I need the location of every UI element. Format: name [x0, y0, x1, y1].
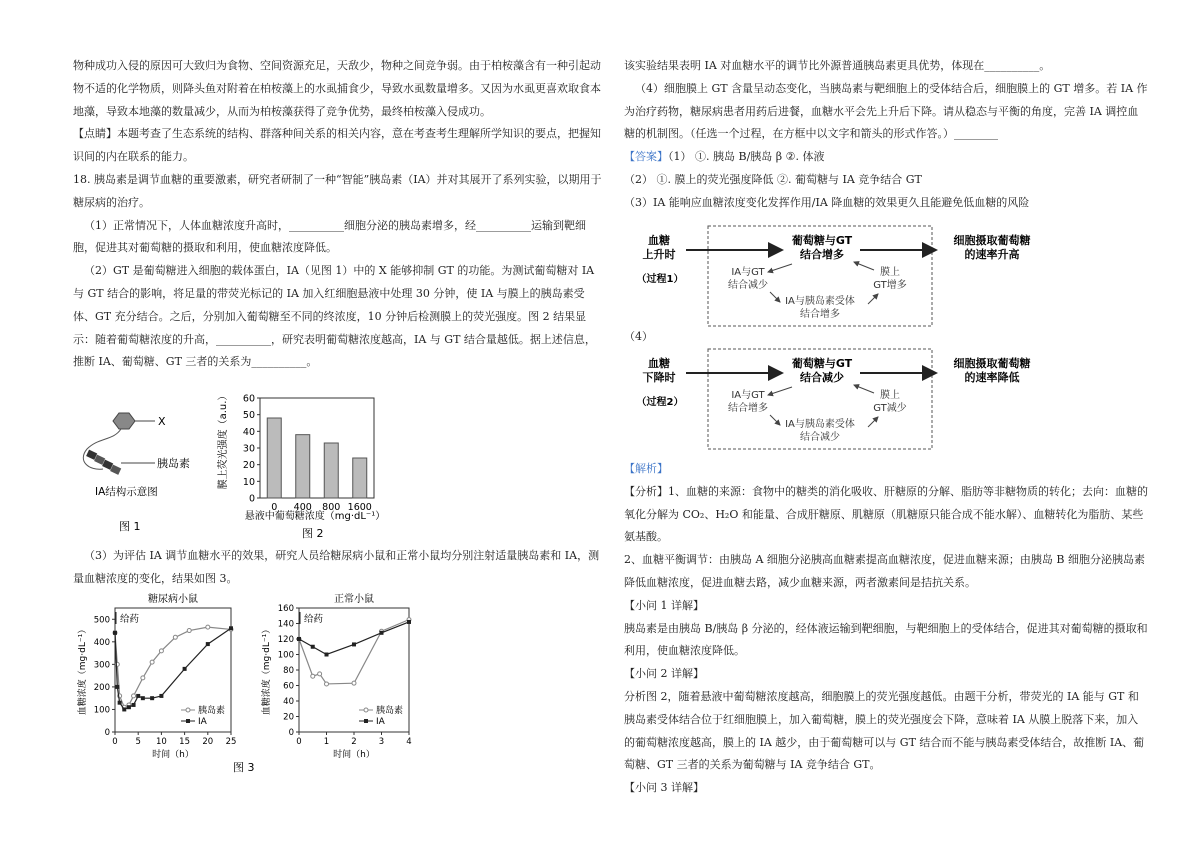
dosing-annotation: 给药: [304, 614, 324, 625]
small-arrow: [868, 294, 878, 304]
data-point: [141, 676, 145, 680]
y-tick-label: 60: [283, 681, 294, 692]
data-point: [132, 694, 136, 698]
membrane-line2: GT减少: [873, 403, 907, 414]
y-tick-label: 140: [277, 619, 294, 630]
data-point: [325, 653, 329, 657]
center-line2: 结合减少: [800, 371, 844, 384]
analysis-paragraph: 分析图 2，随着悬液中葡萄糖浓度越高，细胞膜上的荧光强度越低。由题干分析，带荧光的 IA 能与 GT 和胰岛素受体结合位于红细胞膜上，加入葡萄糖，膜上的荧光强度会下降，意味着 IA 从膜上脱落下来，加入的葡萄糖浓度越高，膜上的 IA 越少，由于葡萄糖可以与 GT 结合而不能与胰岛素受体结合，故推断 IA、葡萄糖、GT 三者的关系为葡萄糖与 IA 竞争结合 GT。: [624, 689, 1145, 772]
bar-1600: [353, 458, 367, 498]
data-point: [141, 696, 145, 700]
y-tick-label: 120: [277, 635, 294, 645]
x-tick-label: 20: [202, 737, 214, 747]
x-tick-label: 10: [155, 737, 167, 747]
data-point: [132, 703, 136, 707]
legend-label: IA: [376, 717, 385, 727]
question-part-4: （4）细胞膜上 GT 含量呈动态变化，当胰岛素与靶细胞上的受体结合后，细胞膜上的 GT 增多。若 IA 作为治疗药物，糖尿病患者用药后进餐，血糖水平会先上升后下降。请从稳态与平衡的角度，完善 IA 调控血糖的机制图。（任选一个过程，在方框中以文字和箭头的形式作答。）________: [624, 81, 1148, 141]
diagram-left-line1: 血糖: [648, 234, 670, 247]
right-column: [624, 55, 1149, 215]
answer-2: （2） ①. 膜上的荧光强度降低 ②. 葡萄糖与 IA 竞争结合 GT: [624, 172, 922, 186]
data-point: [380, 631, 384, 635]
x-axis-label: 时间（h）: [333, 750, 375, 760]
fig1-caption: IA结构示意图: [95, 486, 158, 498]
y-tick-label: 40: [283, 697, 294, 707]
diagram-process-tag: （过程1）: [636, 274, 684, 285]
data-point: [311, 645, 315, 649]
y-tick-label: 160: [277, 604, 294, 614]
data-point: [118, 701, 122, 705]
y-tick-label: 60: [242, 393, 255, 405]
small-arrow: [854, 262, 874, 270]
left-column: [73, 55, 605, 374]
legend-marker: [186, 719, 190, 723]
mechanism-diagram-1: [624, 222, 1044, 330]
figure-2-bar-chart: [210, 388, 410, 540]
ia-gt-line2: 结合增多: [728, 403, 768, 414]
analysis-paragraph: 【分析】1、血糖的来源：食物中的糖类的消化吸收、肝糖原的分解、脂肪等非糖物质的转化；去向：血糖的氧化分解为 CO₂、H₂O 和能量、合成肝糖原、肌糖原（肌糖原只能合成不能水解）、血糖转化为脂肪、某些氨基酸。: [624, 484, 1148, 544]
fig1-number: 图 1: [119, 520, 141, 533]
small-arrow: [868, 417, 878, 427]
data-point: [352, 642, 356, 646]
y-tick-label: 0: [288, 728, 294, 738]
analysis-paragraph: 胰岛素是由胰岛 B/胰岛 β 分泌的，经体液运输到靶细胞，与靶细胞上的受体结合，促进其对葡萄糖的摄取和利用，使血糖浓度降低。: [624, 621, 1148, 658]
y-tick-label: 20: [242, 460, 255, 472]
legend-label: 胰岛素: [198, 706, 226, 716]
answer-3: （3）IA 能响应血糖浓度变化发挥作用/IA 降血糖的效果更久且能避免低血糖的风险: [624, 195, 1030, 209]
right-line2: 的速率升高: [964, 248, 1020, 261]
answer-1: 【答案】（1） ①. 胰岛 B/胰岛 β ②. 体液: [624, 150, 825, 164]
right-line2: 的速率降低: [964, 371, 1020, 384]
data-point: [206, 642, 210, 646]
y-tick-label: 100: [277, 650, 294, 661]
x-axis-label: 悬液中葡萄糖浓度（mg·dL⁻¹）: [244, 511, 386, 522]
y-tick-label: 500: [93, 615, 110, 626]
sub-question-heading: 【小问 3 详解】: [624, 781, 704, 795]
question-18: 18. 胰岛素是调节血糖的重要激素，研究者研制了一种“智能”胰岛素（IA）并对其展开了系列实验，以期用于糖尿病的治疗。: [73, 172, 602, 209]
x-tick-label: 1600: [347, 502, 372, 513]
right-line1: 细胞摄取葡萄糖: [953, 234, 1031, 247]
chart-title: 正常小鼠: [334, 594, 374, 605]
x-tick-label: 5: [135, 737, 141, 747]
legend-marker: [364, 719, 368, 723]
small-arrow: [768, 387, 792, 395]
y-tick-label: 300: [93, 660, 110, 671]
data-point: [352, 681, 356, 685]
bar-0: [267, 418, 281, 498]
x-tick-label: 15: [179, 737, 191, 747]
membrane-line2: GT增多: [873, 280, 907, 291]
receptor-line2: 结合减少: [800, 432, 840, 443]
paragraph: 【点睛】本题考查了生态系统的结构、群落种间关系的相关内容，意在考查考生理解所学知识的要点，把握知识间的内在联系的能力。: [73, 127, 601, 164]
x-label: X: [158, 415, 166, 428]
diagram-left-line2: 上升时: [642, 248, 676, 261]
fig3-number: 图 3: [233, 761, 255, 774]
y-tick-label: 0: [104, 728, 110, 738]
sub-question-heading: 【小问 2 详解】: [624, 667, 704, 681]
bar-800: [324, 443, 338, 498]
small-arrow: [768, 264, 792, 272]
y-axis-label: 血糖浓度（mg·dL⁻¹）: [262, 624, 272, 716]
question-part-2: （2）GT 是葡萄糖进入细胞的载体蛋白，IA（见图 1）中的 X 能够抑制 GT 的功能。为测试葡萄糖对 IA 与 GT 结合的影响，将足量的带荧光标记的 IA 加入红细胞悬液中处理 30 分钟，使 IA 与膜上的胰岛素受体、GT 充分结合。之后，分别加入葡萄糖至不同的终浓度，10 分钟后检测膜上的荧光强度。图 2 结果显示：随着葡萄糖浓度的升高，__________，研究表明葡萄糖浓度越高，IA 与 GT 结合量越低。据上述信息，推断 IA、葡萄糖、GT 三者的关系为__________。: [73, 264, 596, 369]
y-tick-label: 40: [242, 426, 255, 438]
membrane-line1: 膜上: [880, 390, 900, 401]
data-point: [127, 705, 131, 709]
insulin-label: 胰岛素: [157, 457, 190, 470]
data-point: [229, 626, 233, 630]
sub-question-heading: 【小问 1 详解】: [624, 598, 704, 612]
paragraph: 物种成功入侵的原因可大致归为食物、空间资源充足，天敌少，物种之间竞争弱。由于柏桉藻含有一种引起动物不适的化学物质，则降头鱼对附着在柏桉藻上的水虱捕食少，导致水虱数量增多。又因为水虱更喜欢取食本地藻，导致本地藻的数量减少，从而为柏桉藻获得了竞争优势，最终柏桉藻入侵成功。: [73, 59, 601, 118]
series-line-胰岛素: [299, 620, 409, 684]
data-point: [311, 674, 315, 678]
y-tick-label: 400: [93, 637, 110, 648]
x-tick-label: 0: [271, 502, 278, 513]
figure-3-line-charts: [73, 590, 413, 775]
y-tick-label: 100: [93, 705, 110, 716]
diagram-left-line2: 下降时: [642, 371, 676, 384]
data-point: [318, 672, 322, 676]
small-arrow: [854, 385, 874, 393]
mechanism-diagram-2: [624, 345, 1044, 453]
small-arrow: [770, 415, 780, 425]
y-tick-label: 0: [248, 493, 255, 505]
membrane-line1: 膜上: [880, 267, 900, 278]
y-tick-label: 80: [283, 666, 294, 676]
analysis-tag: 【解析】: [624, 462, 668, 475]
receptor-line1: IA与胰岛素受体: [785, 419, 855, 430]
answer-4-label: （4）: [624, 330, 653, 343]
x-axis-label: 时间（h）: [152, 750, 194, 760]
x-tick-label: 0: [112, 737, 118, 747]
legend-label: 胰岛素: [376, 706, 404, 716]
diagram-left-line1: 血糖: [648, 357, 670, 370]
data-point: [173, 635, 177, 639]
figure-1: [73, 405, 223, 535]
question-part-1: （1）正常情况下，人体血糖浓度升高时，__________细胞分泌的胰岛素增多，经__________运输到靶细胞，促进其对葡萄糖的摄取和利用，使血糖浓度降低。: [73, 218, 586, 255]
analysis-section: [624, 458, 1149, 800]
data-point: [113, 631, 117, 635]
data-point: [150, 696, 154, 700]
center-line1: 葡萄糖与GT: [791, 234, 853, 247]
y-tick-label: 20: [283, 712, 294, 723]
x-tick-label: 3: [378, 737, 385, 747]
data-point: [122, 707, 126, 711]
center-line1: 葡萄糖与GT: [791, 357, 853, 370]
diagram-process-tag: （过程2）: [636, 397, 684, 408]
x-tick-label: 25: [225, 737, 237, 747]
right-line1: 细胞摄取葡萄糖: [953, 357, 1031, 370]
legend-label: IA: [198, 717, 207, 727]
data-point: [150, 660, 154, 664]
receptor-line2: 结合增多: [800, 309, 840, 320]
answer-tag: 【答案】: [624, 150, 668, 164]
small-arrow: [770, 292, 780, 302]
data-point: [115, 685, 119, 689]
bar-400: [296, 435, 310, 498]
legend-marker: [186, 708, 190, 712]
x-hexagon: [113, 413, 135, 429]
data-point: [325, 682, 329, 686]
y-axis-label: 血糖浓度（mg·dL⁻¹）: [78, 624, 88, 716]
fig2-number: 图 2: [302, 527, 324, 540]
y-tick-label: 30: [242, 443, 255, 455]
x-tick-label: 0: [296, 737, 302, 747]
center-line2: 结合增多: [800, 248, 844, 261]
ia-gt-line2: 结合减少: [728, 280, 768, 291]
data-point: [136, 694, 140, 698]
question-part-3: （3）为评估 IA 调节血糖水平的效果，研究人员给糖尿病小鼠和正常小鼠均分别注射适量胰岛素和 IA，测量血糖浓度的变化，结果如图 3。: [73, 549, 600, 585]
dosing-annotation: 给药: [120, 614, 140, 625]
ia-gt-line1: IA与GT: [731, 267, 765, 278]
data-point: [407, 620, 411, 624]
y-tick-label: 10: [242, 476, 255, 488]
data-point: [187, 629, 191, 633]
y-axis-label: 膜上荧光强度（a.u.）: [218, 390, 229, 490]
analysis-paragraph: 2、血糖平衡调节：由胰岛 A 细胞分泌胰高血糖素提高血糖浓度，促进血糖来源；由胰岛 B 细胞分泌胰岛素降低血糖浓度，促进血糖去路，减少血糖来源，两者激素间是拮抗关系。: [624, 553, 1146, 589]
data-point: [297, 637, 301, 641]
y-tick-label: 200: [93, 682, 110, 693]
x-tick-label: 800: [322, 502, 341, 513]
insulin-molecule: [86, 450, 121, 475]
x-tick-label: 2: [351, 737, 357, 747]
legend-marker: [364, 708, 368, 712]
paragraph: 该实验结果表明 IA 对血糖水平的调节比外源普通胰岛素更具优势，体现在__________。: [624, 59, 1051, 72]
chart-title: 糖尿病小鼠: [148, 594, 198, 605]
data-point: [159, 694, 163, 698]
data-point: [206, 625, 210, 629]
receptor-line1: IA与胰岛素受体: [785, 296, 855, 307]
ia-gt-line1: IA与GT: [731, 390, 765, 401]
data-point: [159, 649, 163, 653]
x-tick-label: 4: [406, 737, 412, 747]
x-tick-label: 400: [293, 502, 312, 513]
x-tick-label: 1: [323, 737, 330, 747]
data-point: [183, 667, 187, 671]
y-tick-label: 50: [242, 410, 255, 422]
